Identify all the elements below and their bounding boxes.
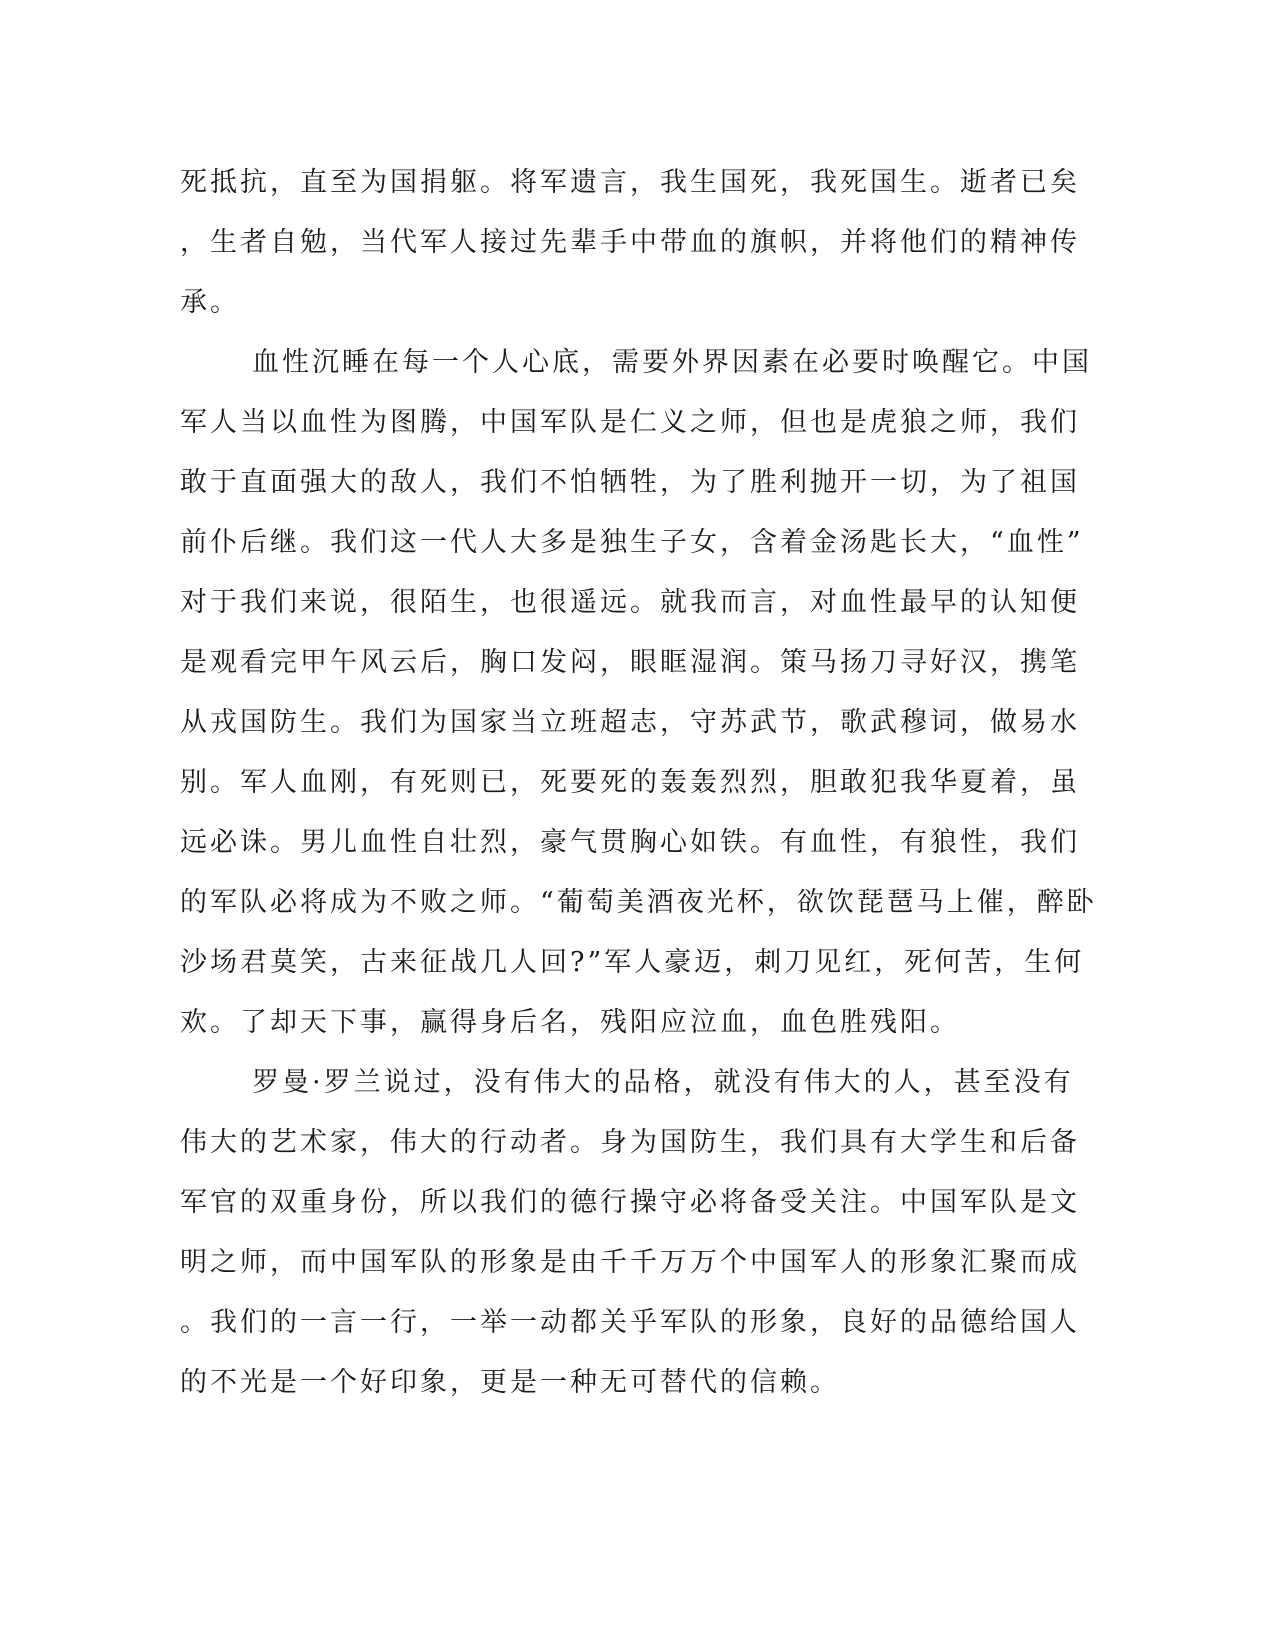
text-line: 对于我们来说，很陌生，也很遥远。就我而言，对血性最早的认知便 <box>180 587 1080 618</box>
text-line: ，生者自勉，当代军人接过先辈手中带血的旗帜，并将他们的精神传 <box>180 227 1080 258</box>
text-line: 远必诛。男儿血性自壮烈，豪气贯胸心如铁。有血性，有狼性，我们 <box>180 827 1080 858</box>
text-line: 从戎国防生。我们为国家当立班超志，守苏武节，歌武穆词，做易水 <box>180 707 1080 738</box>
text-line: 。我们的一言一行，一举一动都关乎军队的形象，良好的品德给国人 <box>180 1307 1080 1338</box>
text-line: 军官的双重身份，所以我们的德行操守必将备受关注。中国军队是文 <box>180 1187 1080 1218</box>
text-line: 敢于直面强大的敌人，我们不怕牺牲，为了胜利抛开一切，为了祖国 <box>180 467 1080 498</box>
text-line: 沙场君莫笑，古来征战几人回?”军人豪迈，刺刀见红，死何苦，生何 <box>180 947 1085 978</box>
paragraph-2 <box>180 343 1097 1063</box>
text-line: 承。 <box>180 287 240 318</box>
text-line: 罗曼·罗兰说过，没有伟大的品格，就没有伟大的人，甚至没有 <box>252 1067 1074 1098</box>
paragraph-1 <box>180 163 1080 343</box>
text-line: 的军队必将成为不败之师。“葡萄美酒夜光杯，欲饮琵琶马上催，醉卧 <box>180 887 1097 918</box>
text-line: 的不光是一个好印象，更是一种无可替代的信赖。 <box>180 1367 840 1398</box>
text-line: 欢。了却天下事，赢得身后名，残阳应泣血，血色胜残阳。 <box>180 1007 960 1038</box>
text-line: 是观看完甲午风云后，胸口发闷，眼眶湿润。策马扬刀寻好汉，携笔 <box>180 647 1080 678</box>
document-body <box>180 163 1097 1423</box>
text-line: 明之师，而中国军队的形象是由千千万万个中国军人的形象汇聚而成 <box>180 1247 1080 1278</box>
paragraph-3 <box>180 1063 1080 1423</box>
text-line: 前仆后继。我们这一代人大多是独生子女，含着金汤匙长大，“血性” <box>180 527 1084 558</box>
text-line: 血性沉睡在每一个人心底，需要外界因素在必要时唤醒它。中国 <box>252 347 1092 378</box>
text-line: 别。军人血刚，有死则已，死要死的轰轰烈烈，胆敢犯我华夏着，虽 <box>180 767 1080 798</box>
text-line: 军人当以血性为图腾，中国军队是仁义之师，但也是虎狼之师，我们 <box>180 407 1080 438</box>
text-line: 伟大的艺术家，伟大的行动者。身为国防生，我们具有大学生和后备 <box>180 1127 1080 1158</box>
text-line: 死抵抗，直至为国捐躯。将军遗言，我生国死，我死国生。逝者已矣 <box>180 167 1080 198</box>
